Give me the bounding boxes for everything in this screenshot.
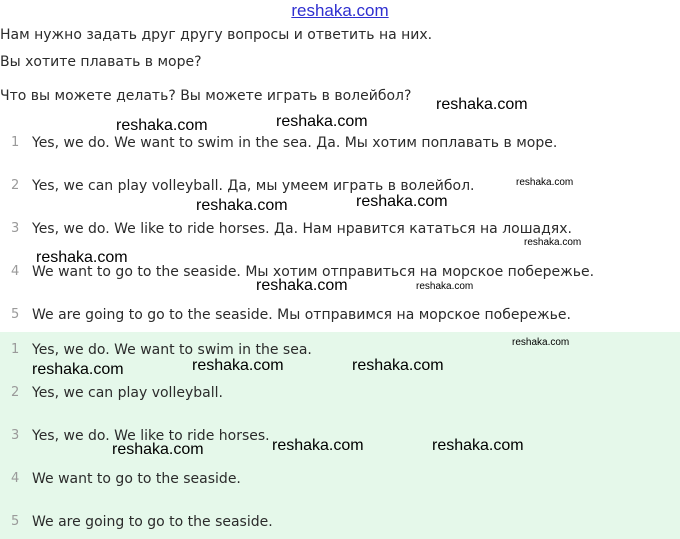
item-text: We want to go to the seaside. — [32, 471, 241, 487]
item-number: 4 — [11, 264, 20, 279]
watermark: reshaka.com — [116, 117, 208, 134]
site-logo-link[interactable]: reshaka.com — [291, 1, 389, 20]
watermark: reshaka.com — [512, 337, 570, 348]
list-item — [0, 471, 680, 493]
intro-text-line-2: Вы хотите плавать в море? — [0, 54, 202, 70]
watermark: reshaka.com — [192, 357, 284, 374]
item-number: 3 — [11, 221, 20, 236]
item-number: 4 — [11, 471, 20, 486]
watermark: reshaka.com — [524, 237, 582, 248]
watermark: reshaka.com — [32, 361, 124, 378]
watermark: reshaka.com — [432, 437, 524, 454]
item-text: Yes, we do. We like to ride horses. — [32, 428, 270, 444]
item-text: We are going to go to the seaside. — [32, 514, 273, 530]
answers-with-translation-list — [0, 122, 680, 332]
watermark: reshaka.com — [272, 437, 364, 454]
item-number: 5 — [11, 514, 20, 529]
watermark: reshaka.com — [196, 197, 288, 214]
item-number: 5 — [11, 307, 20, 322]
item-text: We are going to go to the seaside. Мы отправимся на морское побережье. — [32, 307, 571, 323]
item-number: 2 — [11, 178, 20, 193]
intro-text-line-3: Что вы можете делать? Вы можете играть в волейбол? — [0, 88, 412, 104]
watermark: reshaka.com — [112, 441, 204, 458]
watermark: reshaka.com — [436, 96, 528, 113]
watermark: reshaka.com — [276, 113, 368, 130]
item-number: 2 — [11, 385, 20, 400]
item-text: We want to go to the seaside. Мы хотим отправиться на морское побережье. — [32, 264, 595, 280]
item-text: Yes, we can play volleyball. — [32, 385, 223, 401]
list-item — [0, 307, 680, 329]
list-item — [0, 135, 680, 157]
item-text: Yes, we do. We want to swim in the sea. — [32, 342, 312, 358]
item-number: 1 — [11, 135, 20, 150]
watermark: reshaka.com — [516, 177, 574, 188]
item-text: Yes, we do. We want to swim in the sea. Да. Мы хотим поплавать в море. — [32, 135, 558, 151]
list-item — [0, 385, 680, 407]
item-number: 1 — [11, 342, 20, 357]
watermark: reshaka.com — [356, 193, 448, 210]
watermark: reshaka.com — [36, 249, 128, 266]
item-text: Yes, we can play volleyball. Да, мы умеем играть в волейбол. — [32, 178, 475, 194]
watermark: reshaka.com — [416, 281, 474, 292]
intro-text-line-1: Нам нужно задать друг другу вопросы и ответить на них. — [0, 27, 433, 43]
item-number: 3 — [11, 428, 20, 443]
item-text: Yes, we do. We like to ride horses. Да. Нам нравится кататься на лошадях. — [32, 221, 572, 237]
watermark: reshaka.com — [256, 277, 348, 294]
watermark: reshaka.com — [352, 357, 444, 374]
list-item — [0, 514, 680, 536]
list-item — [0, 178, 680, 200]
